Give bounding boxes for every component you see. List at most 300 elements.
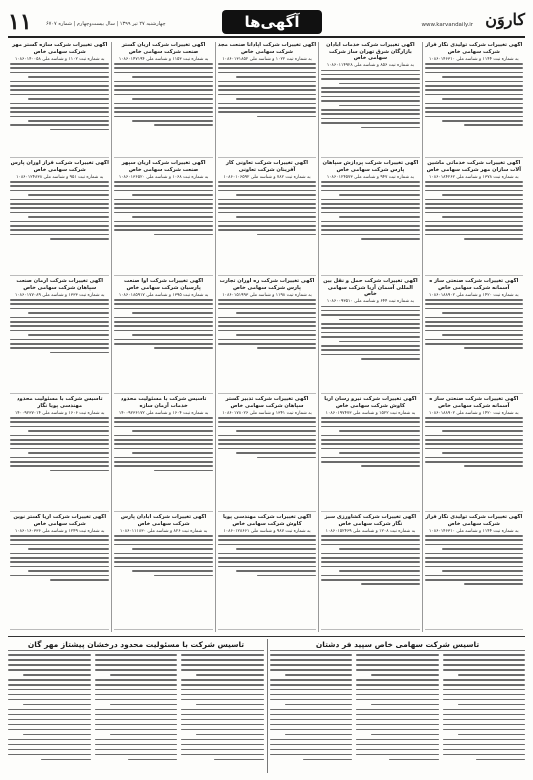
text-line <box>270 724 352 726</box>
text-line <box>181 744 264 746</box>
text-line <box>114 461 212 463</box>
text-line <box>218 566 316 568</box>
text-line <box>218 539 316 541</box>
text-line <box>321 113 419 115</box>
text-line <box>154 234 213 236</box>
text-line <box>443 739 525 741</box>
text-line <box>321 349 419 351</box>
text-line <box>339 194 420 196</box>
text-line <box>10 63 109 65</box>
text-line <box>110 704 178 706</box>
text-line <box>270 654 352 656</box>
text-line <box>95 654 178 656</box>
notice-column <box>318 42 421 632</box>
text-line <box>339 430 420 432</box>
notice-registration: به شماره ثبت ۱۲۴۹ و شناسه ملی ۱۰۸۶۰۱۶۰۳۳۶ <box>14 528 105 534</box>
text-line <box>114 81 212 83</box>
notice-registration: به شماره ثبت ۹۵۱ و شناسه ملی ۱۰۸۶۰۱۲۴۸۳۸ <box>16 174 104 180</box>
notice <box>218 278 316 394</box>
notice <box>321 42 419 158</box>
notice <box>425 278 523 394</box>
text-line <box>114 63 212 65</box>
text-line <box>443 664 525 666</box>
text-line <box>28 76 110 78</box>
text-line <box>8 694 91 696</box>
text-line <box>10 308 109 310</box>
text-line <box>114 229 212 231</box>
notice-registration: به شماره ثبت ۶۴۴ و شناسه ملی ۱۰۸۶۰۰۹۳۵۱۰ <box>326 299 414 304</box>
text-line <box>28 430 110 432</box>
text-line <box>443 744 525 746</box>
notice-body <box>114 417 212 471</box>
text-line <box>218 107 316 109</box>
text-line <box>10 116 109 118</box>
wide-notice-body <box>181 654 264 772</box>
text-line <box>23 704 91 706</box>
wide-notice-title: تاسیس شرکت با مسئولیت محدود درخشان پیشتاز مهر گان <box>8 639 264 651</box>
notice <box>114 396 212 512</box>
text-line <box>132 430 213 432</box>
text-line <box>28 548 110 550</box>
wide-notice-title: تاسیس شرکت سهامی خاص سپید فر دشتان <box>270 639 525 651</box>
text-line <box>464 583 523 585</box>
text-line <box>321 207 419 209</box>
notice-body <box>425 63 523 126</box>
notice-title: آگهی تغییرات شرکت آریان گستر صنعت شرکت سهامی خاص <box>121 42 206 55</box>
text-line <box>10 107 109 109</box>
text-line <box>476 759 525 761</box>
text-line <box>114 111 212 113</box>
text-line <box>236 98 317 100</box>
text-line <box>181 654 264 656</box>
text-line <box>8 719 91 721</box>
text-line <box>95 664 178 666</box>
text-line <box>321 203 419 205</box>
text-line <box>339 319 420 321</box>
text-line <box>10 421 109 423</box>
text-line <box>95 694 178 696</box>
text-line <box>10 347 109 349</box>
text-line <box>321 78 419 80</box>
notice-body <box>114 535 212 576</box>
text-line <box>270 754 352 756</box>
text-line <box>10 544 109 546</box>
text-line <box>236 452 317 454</box>
text-line <box>10 317 109 319</box>
text-line <box>114 72 212 74</box>
text-line <box>181 694 264 696</box>
text-line <box>425 330 523 332</box>
text-line <box>425 94 523 96</box>
notice-registration: به شماره ثبت ۱۳۹۵ و شناسه ملی ۱۰۸۶۰۱۸۵۹۱۷ <box>118 292 209 298</box>
text-line <box>10 330 109 332</box>
text-line <box>425 457 523 459</box>
text-line <box>425 185 523 187</box>
text-line <box>236 76 317 78</box>
text-line <box>321 561 419 563</box>
notice-body <box>425 299 523 349</box>
text-line <box>339 548 420 550</box>
text-line <box>50 352 110 354</box>
notice-title: آگهی تغییرات شرکت خدمات آبادان بازارگان شرق تهران ساز شرکت سهامی خاص <box>326 42 415 61</box>
text-line <box>425 229 523 231</box>
text-line <box>356 684 438 686</box>
text-line <box>218 553 316 555</box>
text-line <box>321 539 419 541</box>
text-line <box>218 111 316 113</box>
text-line <box>181 664 264 666</box>
notice-title: آگهی تغییرات شرکت تدبیر گستر سپاهان شرکت سهامی خاص <box>225 396 309 409</box>
text-line <box>181 714 264 716</box>
notice-column <box>422 42 525 632</box>
text-line <box>321 439 419 441</box>
text-line <box>443 749 525 751</box>
notice-title: آگهی تغییرات شرکت آپادانا صنعت مجد شرکت سهامی خاص <box>217 42 317 55</box>
text-line <box>321 566 419 568</box>
text-line <box>95 729 178 731</box>
text-line <box>218 325 316 327</box>
text-line <box>321 70 419 72</box>
text-line <box>356 739 438 741</box>
text-line <box>8 659 91 661</box>
text-line <box>442 76 523 78</box>
text-line <box>114 67 212 69</box>
text-line <box>218 321 316 323</box>
notice-registration: به شماره ثبت ۷۸۲ و شناسه ملی ۱۰۸۶۰۱۰۶۵۹۲ <box>223 174 311 180</box>
text-line <box>218 207 316 209</box>
text-line <box>321 306 419 308</box>
text-line <box>128 759 178 761</box>
notice-registration: به شماره ثبت ۱۶۰۴ و شناسه ملی ۱۴۰۰۹۲۳۶۱۷۲ <box>118 410 209 416</box>
text-line <box>181 724 264 726</box>
text-line <box>321 421 419 423</box>
notice-title: آگهی تغییرات شرکت صنعتی ساز ه آسمانه شرکت سهامی خاص <box>429 396 519 409</box>
text-line <box>218 435 316 437</box>
text-line <box>425 317 523 319</box>
notice-registration: به شماره ثبت ۸۲۶ و شناسه ملی ۱۰۸۶۰۱۱۱۸۳۰ <box>120 528 208 534</box>
text-line <box>10 417 109 419</box>
notice-body <box>321 70 419 129</box>
text-line <box>50 579 110 581</box>
text-line <box>321 185 419 187</box>
text-line <box>321 229 419 231</box>
text-line <box>425 343 523 345</box>
text-line <box>339 83 420 85</box>
text-line <box>321 100 419 102</box>
text-line <box>132 216 213 218</box>
text-line <box>443 654 525 656</box>
text-line <box>10 185 109 187</box>
text-line <box>154 575 213 577</box>
text-line <box>114 89 212 91</box>
text-line <box>218 343 316 345</box>
text-line <box>236 312 317 314</box>
text-line <box>361 238 420 240</box>
text-line <box>110 734 178 736</box>
notice-body <box>218 63 316 117</box>
text-line <box>218 94 316 96</box>
text-line <box>270 694 352 696</box>
text-line <box>321 535 419 537</box>
notice-body <box>10 181 109 240</box>
text-line <box>285 734 353 736</box>
text-line <box>425 448 523 450</box>
text-line <box>285 704 353 706</box>
text-line <box>321 417 419 419</box>
text-line <box>114 330 212 332</box>
notice-body <box>114 299 212 349</box>
text-line <box>425 321 523 323</box>
text-line <box>95 719 178 721</box>
text-line <box>218 67 316 69</box>
text-line <box>114 103 212 105</box>
text-line <box>425 439 523 441</box>
text-line <box>95 749 178 751</box>
text-line <box>95 709 178 711</box>
text-line <box>10 190 109 192</box>
text-line <box>270 739 352 741</box>
text-line <box>8 684 91 686</box>
text-line <box>10 439 109 441</box>
text-line <box>10 229 109 231</box>
text-line <box>218 212 316 214</box>
text-line <box>114 465 212 467</box>
notice-body <box>218 535 316 576</box>
text-line <box>95 679 178 681</box>
text-line <box>154 470 213 472</box>
text-line <box>425 207 523 209</box>
text-line <box>321 448 419 450</box>
newspaper-brand: کاروَن <box>485 10 525 29</box>
text-line <box>321 336 419 338</box>
text-line <box>443 714 525 716</box>
wide-notice-body <box>356 654 438 772</box>
text-line <box>257 457 316 459</box>
notice <box>321 514 419 630</box>
notice-registration: به شماره ثبت ۱۴۲۰ و شناسه ملی ۱۰۸۶۰۱۸۸۹۰۲ <box>429 292 519 298</box>
text-line <box>10 212 109 214</box>
wide-notice-left <box>8 639 264 773</box>
page-number: ۱۱ <box>8 9 32 35</box>
text-line <box>50 470 110 472</box>
text-line <box>10 566 109 568</box>
notice <box>218 396 316 512</box>
notice-body <box>321 306 419 360</box>
notice <box>218 42 316 158</box>
text-line <box>425 325 523 327</box>
text-line <box>425 103 523 105</box>
text-line <box>321 579 419 581</box>
text-line <box>10 89 109 91</box>
text-line <box>114 85 212 87</box>
text-line <box>114 339 212 341</box>
text-line <box>8 679 91 681</box>
text-line <box>371 704 439 706</box>
text-line <box>356 754 438 756</box>
text-line <box>132 548 213 550</box>
text-line <box>23 674 91 676</box>
text-line <box>257 347 316 349</box>
notice-registration: به شماره ثبت ۱۰۲۲ و شناسه ملی ۱۰۸۶۰۱۳۱۸۵۲ <box>222 56 312 62</box>
notice-title: تاسیس شرکت با مسئولیت محدود مهندسی پویا نگار <box>16 396 103 409</box>
text-line <box>218 544 316 546</box>
text-line <box>10 443 109 445</box>
text-line <box>361 358 420 360</box>
text-line <box>425 539 523 541</box>
text-line <box>356 724 438 726</box>
text-line <box>270 689 352 691</box>
text-line <box>321 323 419 325</box>
notice-body <box>321 417 419 467</box>
text-line <box>356 699 438 701</box>
text-line <box>442 312 523 314</box>
text-line <box>114 557 212 559</box>
notices-grid <box>8 42 525 632</box>
text-line <box>321 354 419 356</box>
text-line <box>321 575 419 577</box>
text-line <box>356 749 438 751</box>
text-line <box>218 308 316 310</box>
notice <box>114 160 212 276</box>
text-line <box>321 96 419 98</box>
text-line <box>114 116 212 118</box>
text-line <box>132 194 213 196</box>
notice-body <box>10 299 109 353</box>
text-line <box>95 754 178 756</box>
text-line <box>10 81 109 83</box>
notice-title: آگهی تغییرات شرکت آرمان صنعت سپاهان شرکت سهامی خاص <box>16 278 104 291</box>
text-line <box>114 421 212 423</box>
notice-title: آگهی تغییرات شرکت مهندسی پویا کاوش شرکت سهامی خاص <box>222 514 312 527</box>
text-line <box>10 203 109 205</box>
text-line <box>425 417 523 419</box>
text-line <box>356 744 438 746</box>
text-line <box>10 325 109 327</box>
text-line <box>10 94 109 96</box>
text-line <box>321 87 419 89</box>
text-line <box>218 81 316 83</box>
website-url[interactable]: www.karvandaily.ir <box>421 22 473 28</box>
text-line <box>356 669 438 671</box>
text-line <box>218 317 316 319</box>
text-line <box>270 699 352 701</box>
text-line <box>361 465 420 467</box>
text-line <box>132 334 213 336</box>
text-line <box>458 674 526 676</box>
text-line <box>218 557 316 559</box>
text-line <box>425 308 523 310</box>
text-line <box>114 457 212 459</box>
text-line <box>8 729 91 731</box>
text-line <box>361 127 420 129</box>
text-line <box>321 212 419 214</box>
text-line <box>321 122 419 124</box>
text-line <box>321 314 419 316</box>
text-line <box>443 709 525 711</box>
text-line <box>181 659 264 661</box>
text-line <box>8 714 91 716</box>
text-line <box>10 321 109 323</box>
text-line <box>236 548 317 550</box>
text-line <box>114 225 212 227</box>
text-line <box>95 699 178 701</box>
text-line <box>442 194 523 196</box>
text-line <box>425 89 523 91</box>
text-line <box>218 190 316 192</box>
text-line <box>443 679 525 681</box>
notice <box>425 160 523 276</box>
text-line <box>10 103 109 105</box>
text-line <box>8 744 91 746</box>
text-line <box>10 111 109 113</box>
text-line <box>443 684 525 686</box>
text-line <box>236 430 317 432</box>
text-line <box>114 308 212 310</box>
text-line <box>425 303 523 305</box>
text-line <box>425 111 523 113</box>
text-line <box>181 709 264 711</box>
text-line <box>114 107 212 109</box>
text-line <box>270 679 352 681</box>
text-line <box>95 689 178 691</box>
notice-registration: به شماره ثبت ۱۱۹۸ و شناسه ملی ۱۰۸۶۰۱۵۱۹۹۳ <box>222 292 312 298</box>
bottom-notices <box>8 636 525 774</box>
text-line <box>425 203 523 205</box>
notice <box>10 160 109 276</box>
text-line <box>154 347 213 349</box>
text-line <box>425 67 523 69</box>
text-line <box>218 63 316 65</box>
text-line <box>10 234 109 236</box>
text-line <box>114 544 212 546</box>
text-line <box>321 109 419 111</box>
text-line <box>181 679 264 681</box>
text-line <box>95 714 178 716</box>
text-line <box>425 107 523 109</box>
text-line <box>270 729 352 731</box>
text-line <box>132 98 213 100</box>
notice-title: آگهی تغییرات شرکت آریا گستر نوین شرکت سهامی خاص <box>13 514 107 527</box>
text-line <box>425 535 523 537</box>
text-line <box>132 312 213 314</box>
notice-body <box>321 535 419 585</box>
text-line <box>8 739 91 741</box>
notice <box>218 160 316 276</box>
text-line <box>443 724 525 726</box>
notice-registration: به شماره ثبت ۱۳۷۸ و شناسه ملی ۱۰۸۶۰۱۸۴۲۶۲ <box>429 174 519 180</box>
notice <box>425 42 523 158</box>
text-line <box>10 199 109 201</box>
text-line <box>114 212 212 214</box>
text-line <box>154 124 213 126</box>
page-header <box>8 8 525 38</box>
text-line <box>425 544 523 546</box>
text-line <box>10 225 109 227</box>
text-line <box>339 452 420 454</box>
text-line <box>270 744 352 746</box>
text-line <box>214 759 264 761</box>
text-line <box>10 575 109 577</box>
text-line <box>196 734 264 736</box>
text-line <box>114 539 212 541</box>
text-line <box>114 203 212 205</box>
text-line <box>95 739 178 741</box>
text-line <box>257 234 316 236</box>
text-line <box>114 199 212 201</box>
text-line <box>339 105 420 107</box>
text-line <box>270 714 352 716</box>
notice <box>10 514 109 630</box>
